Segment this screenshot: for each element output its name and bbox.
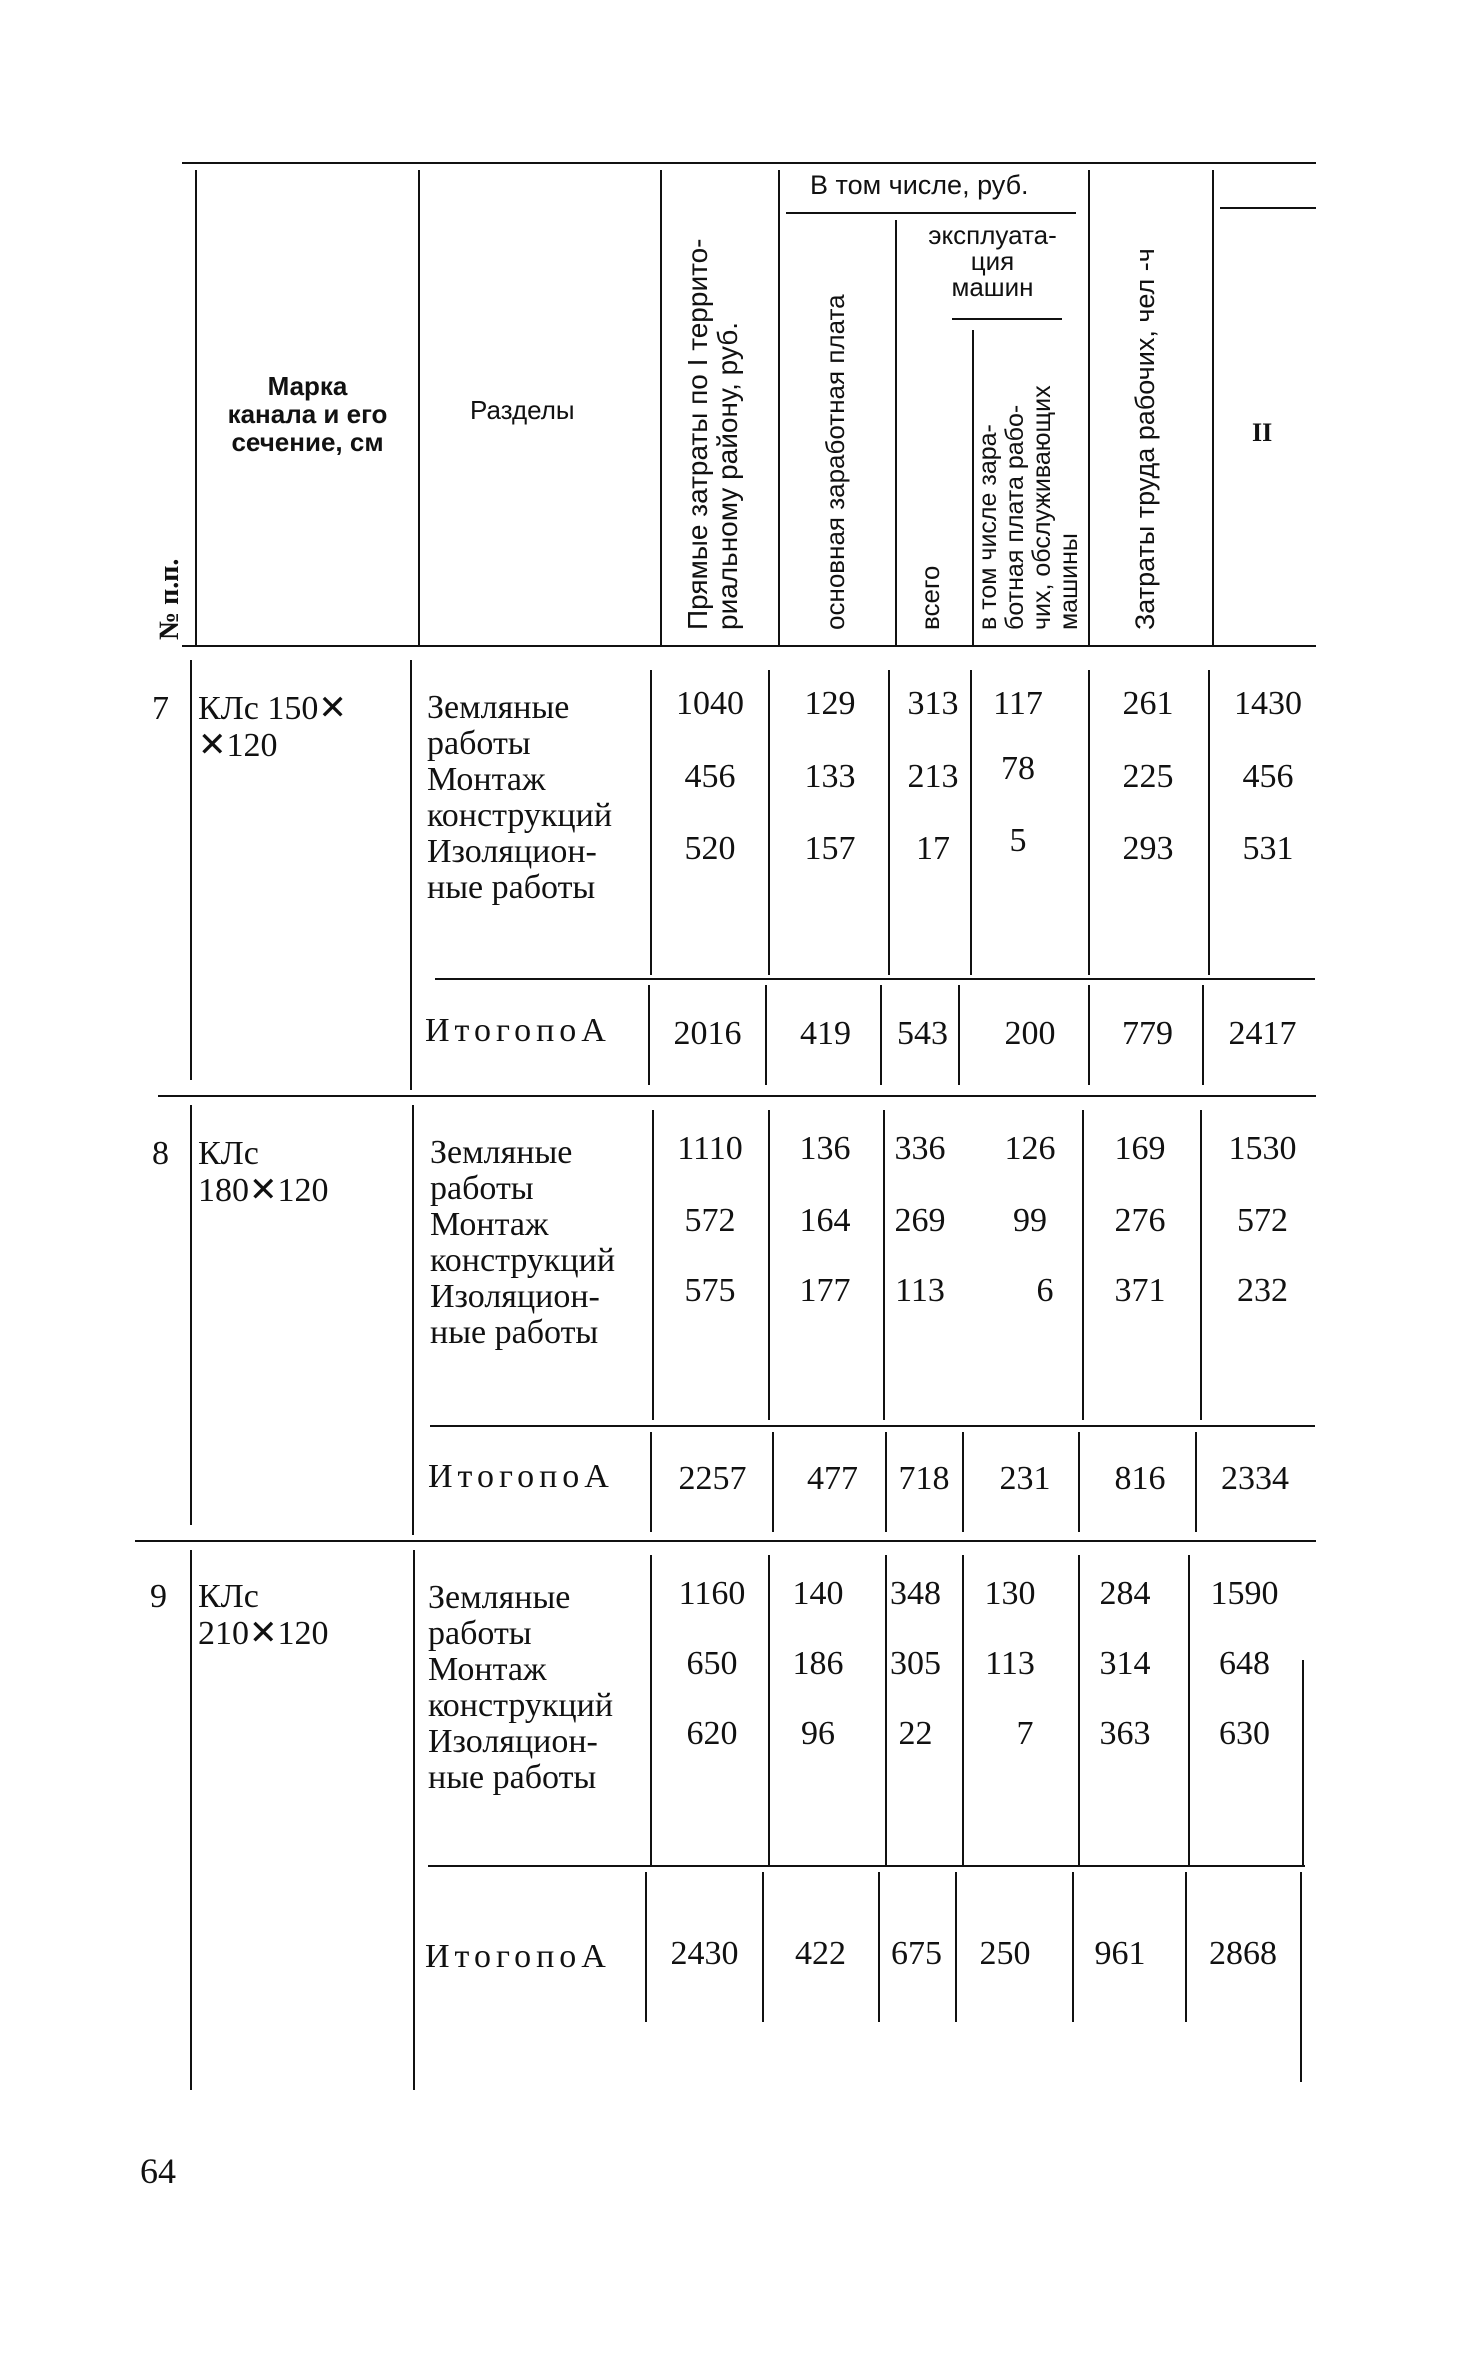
- header-divider: [895, 220, 897, 645]
- group-brand: ✕120: [198, 727, 278, 764]
- cell-wage: 96: [801, 1715, 835, 1752]
- cell-direct: 575: [684, 1272, 736, 1309]
- cell-labor: 169: [1114, 1130, 1166, 1167]
- header-divider: [1088, 170, 1090, 645]
- column-divider: [190, 1550, 192, 2090]
- column-divider: [768, 670, 770, 975]
- total-machine-wage: 250: [979, 1935, 1031, 1972]
- column-divider: [652, 1110, 654, 1420]
- cell-machine-wage: 99: [1013, 1202, 1047, 1239]
- group-brand: КЛс: [198, 1578, 259, 1615]
- header-sections: Разделы: [470, 395, 575, 425]
- column-divider: [1208, 670, 1210, 975]
- cell-labor: 314: [1099, 1645, 1151, 1682]
- total-labor: 961: [1094, 1935, 1146, 1972]
- column-divider: [650, 1432, 652, 1532]
- cell-machine-total: 22: [898, 1715, 933, 1752]
- cell-wage: 140: [792, 1575, 844, 1612]
- column-divider: [768, 1110, 770, 1420]
- group-brand: КЛс: [198, 1135, 259, 1172]
- group-brand: 210✕120: [198, 1615, 329, 1652]
- column-divider: [765, 985, 767, 1085]
- header-number: № п.п.: [154, 558, 185, 640]
- column-divider: [1078, 1432, 1080, 1532]
- group-number: 7: [152, 690, 169, 727]
- cell-labor: 284: [1099, 1575, 1151, 1612]
- cell-ii: 572: [1237, 1202, 1288, 1239]
- cell-wage: 136: [799, 1130, 851, 1167]
- cell-direct: 1040: [676, 685, 744, 722]
- total-wage: 422: [795, 1935, 846, 1972]
- cell-ii: 1530: [1228, 1130, 1297, 1167]
- cell-machine-wage: 5: [1009, 822, 1027, 859]
- group-number: 8: [152, 1135, 169, 1172]
- header-base-wage: основная заработная плата: [820, 294, 850, 630]
- total-rule: [428, 1865, 1305, 1867]
- cell-ii: 232: [1237, 1272, 1288, 1309]
- column-divider: [762, 1872, 764, 2022]
- total-label: ИтогопоА: [428, 1458, 614, 1495]
- cell-ii: 531: [1242, 830, 1294, 867]
- header-machine-wage: в том числе зара- ботная плата рабо- чих, обслуживающих машины: [974, 385, 1083, 630]
- total-rule: [430, 1425, 1315, 1427]
- column-divider: [1300, 1872, 1302, 2082]
- cell-machine-total: 213: [907, 758, 959, 795]
- column-divider: [1195, 1432, 1197, 1532]
- header-divider: [660, 170, 662, 645]
- total-machine-wage: 231: [999, 1460, 1051, 1497]
- column-divider: [1202, 985, 1204, 1085]
- cell-direct: 572: [684, 1202, 736, 1239]
- group-rule: [158, 1095, 1316, 1097]
- cell-machine-wage: 126: [1004, 1130, 1056, 1167]
- total-direct: 2430: [670, 1935, 739, 1972]
- header-brand: Марка канала и его сечение, см: [227, 371, 388, 457]
- header-divider: [418, 170, 420, 645]
- cell-direct: 620: [686, 1715, 738, 1752]
- machine-rule: [952, 318, 1062, 320]
- cell-labor: 363: [1099, 1715, 1151, 1752]
- cell-machine-wage: 78: [1001, 750, 1035, 787]
- top-rule-right: [1220, 207, 1316, 209]
- total-machine-total: 675: [891, 1935, 942, 1972]
- cell-direct: 1110: [677, 1130, 743, 1167]
- cell-wage: 186: [792, 1645, 844, 1682]
- total-machine-total: 718: [898, 1460, 950, 1497]
- header-machine-total: всего: [915, 565, 945, 630]
- cell-labor: 293: [1122, 830, 1174, 867]
- column-divider: [885, 1432, 887, 1532]
- total-label: ИтогопоА: [425, 1012, 611, 1049]
- header-bottom-rule: [182, 645, 1316, 647]
- group-brand: КЛс 150✕: [198, 690, 347, 727]
- group-sections: Земляные работы Монтаж конструкций Изоляцион- ные работы: [430, 1134, 616, 1351]
- group-brand: 180✕120: [198, 1172, 329, 1209]
- total-ii: 2868: [1209, 1935, 1277, 1972]
- header-including: В том числе, руб.: [810, 170, 1029, 200]
- column-divider: [648, 985, 650, 1085]
- cell-machine-total: 305: [890, 1645, 941, 1682]
- column-divider: [772, 1432, 774, 1532]
- total-label: ИтогопоА: [425, 1938, 611, 1975]
- group-sections: Земляные работы Монтаж конструкций Изоляцион- ные работы: [428, 1579, 614, 1796]
- cell-machine-total: 269: [894, 1202, 946, 1239]
- cell-machine-wage: 6: [1036, 1272, 1054, 1309]
- header-divider: [1212, 170, 1214, 645]
- total-machine-wage: 200: [1004, 1015, 1056, 1052]
- column-divider: [412, 1105, 414, 1535]
- total-machine-total: 543: [897, 1015, 948, 1052]
- total-direct: 2257: [678, 1460, 747, 1497]
- header-divider: [778, 170, 780, 645]
- cell-machine-total: 348: [890, 1575, 941, 1612]
- cell-wage: 133: [804, 758, 856, 795]
- column-divider: [1188, 1555, 1190, 1865]
- cell-direct: 520: [684, 830, 736, 867]
- total-rule: [435, 978, 1315, 980]
- cell-machine-total: 17: [916, 830, 950, 867]
- cell-direct: 456: [684, 758, 736, 795]
- column-divider: [1200, 1110, 1202, 1420]
- column-divider: [1185, 1872, 1187, 2022]
- cell-labor: 276: [1114, 1202, 1166, 1239]
- cell-wage: 177: [799, 1272, 851, 1309]
- total-labor: 816: [1114, 1460, 1166, 1497]
- column-divider: [880, 985, 882, 1085]
- cell-machine-wage: 117: [993, 685, 1043, 722]
- group-number: 9: [150, 1578, 167, 1615]
- cell-machine-total: 313: [907, 685, 959, 722]
- cell-machine-total: 336: [894, 1130, 946, 1167]
- column-divider: [1088, 670, 1090, 975]
- cell-wage: 164: [799, 1202, 851, 1239]
- column-divider: [1088, 985, 1090, 1085]
- header-ii: II: [1252, 418, 1273, 447]
- column-divider: [888, 670, 890, 975]
- cell-machine-wage: 7: [1016, 1715, 1034, 1752]
- top-rule: [182, 162, 1316, 164]
- header-divider: [195, 170, 197, 645]
- cell-labor: 225: [1122, 758, 1174, 795]
- cell-ii: 1590: [1210, 1575, 1279, 1612]
- total-wage: 477: [807, 1460, 858, 1497]
- including-rule: [786, 212, 1076, 214]
- cell-labor: 261: [1122, 685, 1174, 722]
- cell-machine-wage: 130: [984, 1575, 1036, 1612]
- cell-direct: 650: [686, 1645, 738, 1682]
- column-divider: [1082, 1110, 1084, 1420]
- column-divider: [190, 660, 192, 1080]
- cell-ii: 1430: [1234, 685, 1302, 722]
- header-direct-costs: Прямые затраты по I террито- риальному району, руб.: [682, 238, 743, 630]
- column-divider: [962, 1432, 964, 1532]
- group-sections: Земляные работы Монтаж конструкций Изоляцион- ные работы: [427, 689, 613, 906]
- cell-wage: 129: [804, 685, 856, 722]
- header-machine-operation: эксплуата- ция машин: [928, 220, 1057, 302]
- header-labor-costs: Затраты труда рабочих, чел -ч: [1130, 248, 1160, 630]
- cell-machine-total: 113: [895, 1272, 945, 1309]
- cell-direct: 1160: [678, 1575, 746, 1612]
- cell-ii: 630: [1219, 1715, 1270, 1752]
- cell-ii: 648: [1219, 1645, 1270, 1682]
- total-labor: 779: [1122, 1015, 1173, 1052]
- column-divider: [1302, 1660, 1304, 1865]
- group-rule: [135, 1540, 1316, 1542]
- total-wage: 419: [800, 1015, 851, 1052]
- column-divider: [410, 660, 412, 1090]
- column-divider: [645, 1872, 647, 2022]
- column-divider: [650, 1555, 652, 1865]
- total-ii: 2334: [1221, 1460, 1289, 1497]
- page-number: 64: [140, 2151, 176, 2191]
- column-divider: [190, 1105, 192, 1525]
- total-direct: 2016: [673, 1015, 742, 1052]
- cell-wage: 157: [804, 830, 856, 867]
- cell-ii: 456: [1242, 758, 1294, 795]
- cell-labor: 371: [1114, 1272, 1166, 1309]
- total-ii: 2417: [1228, 1015, 1297, 1052]
- column-divider: [650, 670, 652, 975]
- cell-machine-wage: 113: [985, 1645, 1035, 1682]
- column-divider: [413, 1550, 415, 2090]
